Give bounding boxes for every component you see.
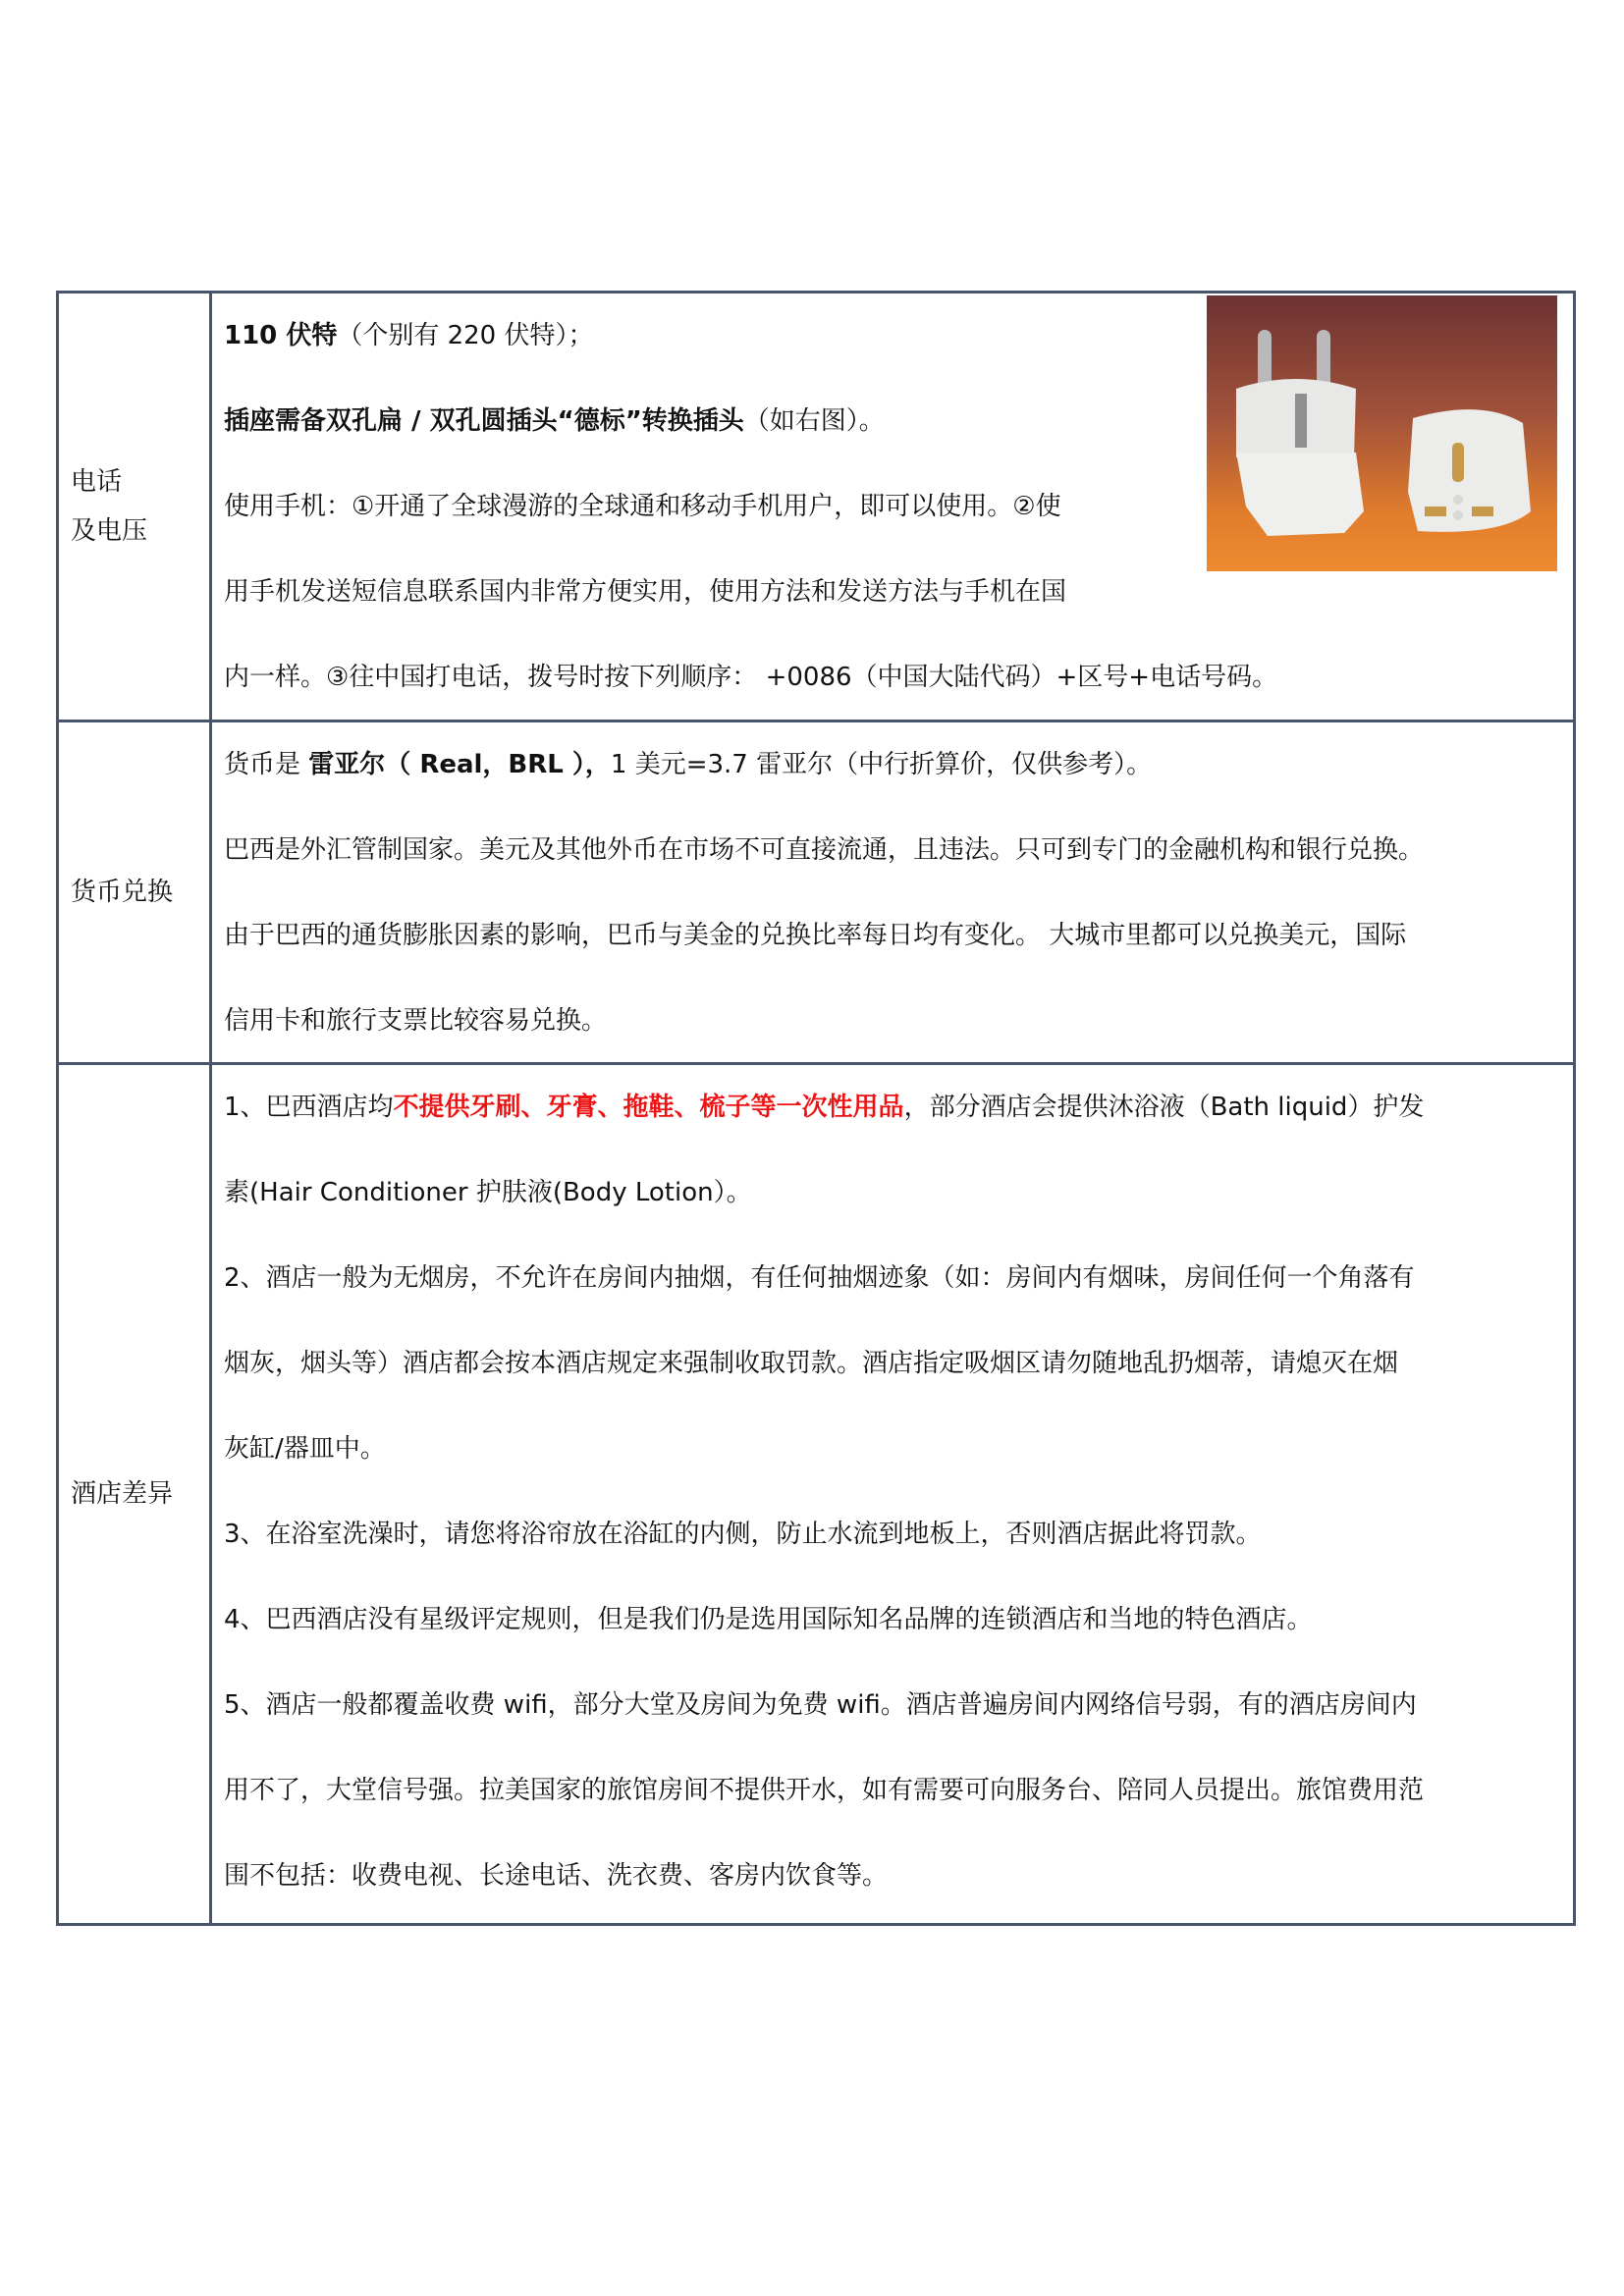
hotel-line: 围不包括：收费电视、长途电话、洗衣费、客房内饮食等。	[224, 1861, 889, 1891]
hotel-line: 3、在浴室洗澡时，请您将浴帘放在浴缸的内侧，防止水流到地板上，否则酒店据此将罚款。	[224, 1520, 1262, 1549]
currency-line: 信用卡和旅行支票比较容易兑换。	[224, 1006, 608, 1036]
phone-line: 使用手机：①开通了全球漫游的全球通和移动手机用户，即可以使用。②使	[224, 492, 1061, 521]
content-currency	[212, 722, 1573, 1062]
row-currency	[59, 720, 1573, 1062]
hotel-line: 灰缸/器皿中。	[224, 1434, 386, 1464]
currency-line: 由于巴西的通货膨胀因素的影响，巴币与美金的兑换比率每日均有变化。 大城市里都可以兑换美元，国际	[224, 921, 1407, 950]
hotel-line: 2、酒店一般为无烟房，不允许在房间内抽烟，有任何抽烟迹象（如：房间内有烟味，房间任何一个角落有	[224, 1263, 1415, 1293]
hotel-line: 素(Hair Conditioner 护肤液(Body Lotion）。	[224, 1178, 752, 1207]
plug-line: 插座需备双孔扁 / 双孔圆插头“德标”转换插头（如右图）。	[224, 406, 885, 436]
label-phone-voltage	[59, 294, 212, 720]
plug-adapter-icon	[1207, 295, 1557, 571]
hotel-line: 1、巴西酒店均不提供牙刷、牙膏、拖鞋、梳子等一次性用品，部分酒店会提供沐浴液（Bath liquid）护发	[224, 1093, 1425, 1122]
hotel-line: 4、巴西酒店没有星级评定规则，但是我们仍是选用国际知名品牌的连锁酒店和当地的特色酒店。	[224, 1605, 1313, 1634]
row-hotel	[59, 1062, 1573, 1923]
label-hotel: 酒店差异	[59, 1065, 212, 1923]
phone-line: 用手机发送短信息联系国内非常方便实用，使用方法和发送方法与手机在国	[224, 577, 1067, 607]
label-currency: 货币兑换	[59, 722, 212, 1062]
phone-line: 内一样。③往中国打电话，拨号时按下列顺序： +0086（中国大陆代码）+区号+电话号码。	[224, 663, 1278, 692]
currency-line: 货币是 雷亚尔（ Real，BRL ），1 美元=3.7 雷亚尔（中行折算价，仅供参考）。	[224, 750, 1153, 779]
highlight-text: 不提供牙刷、牙膏、拖鞋、梳子等一次性用品	[393, 1093, 904, 1122]
hotel-line: 烟灰，烟头等）酒店都会按本酒店规定来强制收取罚款。酒店指定吸烟区请勿随地乱扔烟蒂，请熄灭在烟	[224, 1349, 1399, 1378]
content-phone-voltage	[212, 294, 1573, 720]
plug-adapter-image	[1207, 295, 1557, 571]
label-line: 电话	[71, 467, 123, 497]
currency-line: 巴西是外汇管制国家。美元及其他外币在市场不可直接流通，且违法。只可到专门的金融机构和银行兑换。	[224, 835, 1425, 865]
voltage-line: 110 伏特（个别有 220 伏特）；	[224, 321, 594, 350]
hotel-line: 用不了，大堂信号强。拉美国家的旅馆房间不提供开水，如有需要可向服务台、陪同人员提出。旅馆费用范	[224, 1776, 1425, 1805]
hotel-line: 5、酒店一般都覆盖收费 wifi，部分大堂及房间为免费 wifi。酒店普遍房间内网络信号弱，有的酒店房间内	[224, 1690, 1417, 1720]
info-table	[56, 291, 1576, 1926]
row-phone-voltage	[59, 294, 1573, 720]
content-hotel	[212, 1065, 1573, 1923]
label-line: 及电压	[71, 516, 148, 546]
